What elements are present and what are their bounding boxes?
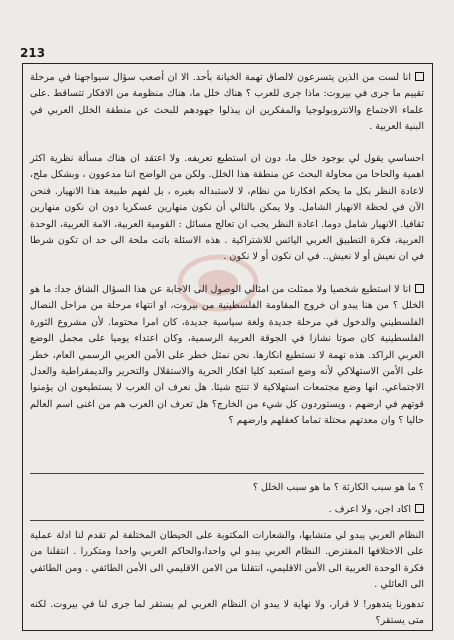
closing-paragraph-2: [30, 597, 424, 630]
question-line: [30, 480, 424, 496]
paragraph-1: [30, 70, 424, 136]
section-divider: [30, 520, 424, 521]
answer-box-icon: [415, 504, 424, 513]
answer-text: اكاد اجن، ولا اعرف .: [328, 504, 411, 515]
closing-paragraph-1: [30, 528, 424, 594]
paragraph-3: [30, 282, 424, 430]
question-box-icon: [415, 72, 424, 81]
question-box-icon: [415, 284, 424, 293]
paragraph-2-text: احساسي يقول لي بوجود خلل ما، دون ان استطيع تعريفه. ولا اعتقد ان هناك مسألة نظرية اكثر اهمية والحاحا من محاولة البحث عن منطقة هذا الخلل. ولكن من الواضح اننا مدعوون ، وبشكل ملح، لاعادة النظر بكل ما يحكم افكارنا من نظام، لا لاستبداله بغيره ، بل لفهم طبيعة هذا الانهيار. فنحن الآن في لحظة الانهيار الشامل. ولا يمكن بالتالي أن نكون منهارين عسكريا دون ان نكون منهارين ثقافيا. الانهيار شامل دوما. اعادة النظر يجب ان تعالج مسائل : القومية العربية، الامة العربية، الوحدة العربية، فكرة التطبيق العربي اليائس للاشتراكية . هذه الاسئلة باتت ملحة الى حد ان تكون شرطا في ان نعيش أو لا نعيش.. في ان نكون أو لا نكون .: [30, 153, 424, 263]
section-divider: [30, 473, 424, 474]
paragraph-2: [30, 151, 424, 266]
paragraph-1-text: انا لست من الذين يتسرعون لالصاق تهمة الخيانة بأحد. الا ان أصعب سؤال سيواجهنا في مرحلة تقييم ما جرى في بيروت: ماذا جرى للعرب ؟ هناك خلل ما، هناك منظومة من الافكار تتساقط .على علماء الاجتماع والانتروبولوجيا والمفكرين ان يبذلوا جهودهم للبحث عن منطقة الخلل العربي في البنية العربية .: [30, 72, 424, 133]
closing-paragraph-2-text: تدهورنا يتدهور! لا قرار، ولا نهاية لا يبدو ان النظام العربي لم يستقر لما جرى لنا في بيروت. لكنه متى يستقر؟: [30, 599, 424, 627]
page-number: 213: [20, 46, 46, 60]
paragraph-3-text: انا لا استطيع شخصيا ولا ممثلت من امثالي الوصول الى الاجابة عن هذا السؤال الشاق جدا: ما هو الخلل ؟ من هنا يبدو ان خروج المقاومة الفلسطينية من بيروت، او انتهاء مرحلة من مراحل النضال الفلسطيني والدخول في مرحلة جديدة ولغة سياسية جديدة، كان امرا محتوما. لأن مشروع الثورة الفلسطينية كان صوتا نشازا في الجوقة العربية الرسمية، وكان اعتداء يوميا على مجمل الوضع العربي الراكد. هذه تهمة لا نستطيع انكارها. نحن نمثل خطر على الأمن العربي الرسمي العام، خطر على الأمن الاستهلاكي لأنه وضع استعبد كليا افكار الحرية والاستقلال والتحرير والديمقراطية والعدل الاجتماعي. انها وضع مجتمعات استهلاكية لا تنتج شيئا. هل نعرف ان العرب لا يستطيعون ان يؤمنوا قوتهم في ارضهم ، ويستوردون كل شيء من الخارج؟ هل تعرف ان العرب هم من اغنى اسم العالم حاليا ؟ وان معدتهم محتلة تماما كعقلهم وارضهم ؟: [30, 284, 424, 427]
answer-line: [30, 502, 424, 518]
closing-paragraph-1-text: النظام العربي يبدو لي متشابها، والشعارات المكتوبة على الحيطان المختلفة لم تقدم لنا ادلة عملية على الاختلافها المفترض. النظام العربي يبدو لي واحدا،والحاكم العربي واحدا ومتكررا . انتقلنا من فكرة الوحدة العربية الى الأمن الاقليمي، انتقلنا من الامن الاقليمي الى الأمن الطائفي . ومن الطائفي الى العائلي .: [30, 530, 424, 591]
question-text: ؟ ما هو سبب الكارثة ؟ ما هو سبب الخلل ؟: [252, 482, 424, 493]
